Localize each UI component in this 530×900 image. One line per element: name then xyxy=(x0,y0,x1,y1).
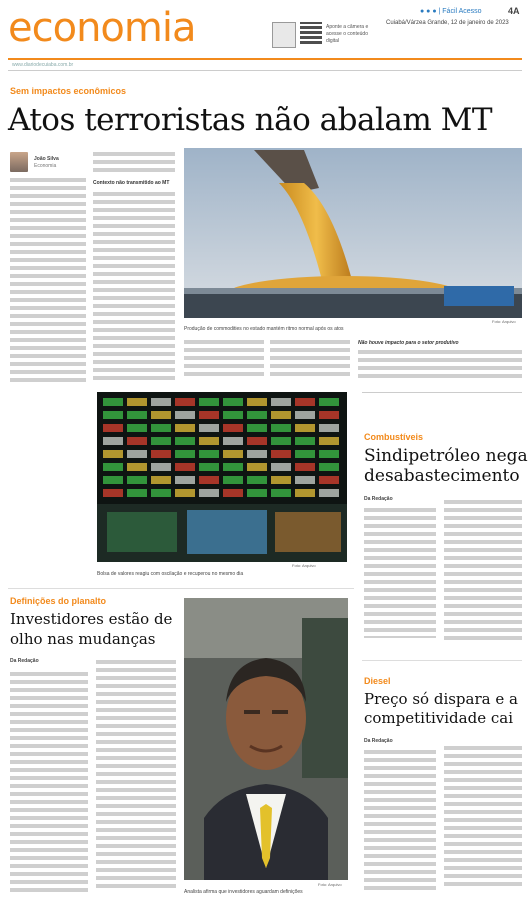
ticker-cell xyxy=(151,463,171,471)
ticker-cell xyxy=(223,398,243,406)
header-rule xyxy=(8,58,522,60)
stock-board-photo xyxy=(97,392,347,562)
stock-photo-caption: Bolsa de valores reagiu com oscilação e recuperou no mesmo dia xyxy=(97,571,244,577)
analyst-portrait-photo xyxy=(184,598,348,880)
ticker-cell xyxy=(151,489,171,497)
ticker-cell xyxy=(175,476,195,484)
lead-photo-credit: Foto: Arquivo xyxy=(492,319,516,324)
ticker-cell xyxy=(151,411,171,419)
investors-body-column-2 xyxy=(96,660,176,892)
fuel-headline-line1: Sindipetróleo nega xyxy=(364,446,528,466)
section-masthead: economia xyxy=(8,5,196,51)
ticker-cell xyxy=(103,424,123,432)
ticker-cell xyxy=(247,437,267,445)
fuel-body-column-1 xyxy=(364,508,436,638)
lead-headline: Atos terroristas não abalam MT xyxy=(8,102,493,138)
ticker-cell xyxy=(247,450,267,458)
ticker-cell xyxy=(319,398,339,406)
edition-date: Cuiabá/Várzea Grande, 12 de janeiro de 2023 xyxy=(386,20,509,26)
diesel-body-column-2 xyxy=(444,746,522,890)
ticker-cell xyxy=(199,489,219,497)
page-number: 4A xyxy=(508,6,520,16)
ticker-cell xyxy=(103,398,123,406)
author-role: Economia xyxy=(34,163,57,169)
investors-headline-line2: olho nas mudanças xyxy=(10,630,156,648)
diesel-body-column-1 xyxy=(364,750,436,890)
qr-code-text: Aponte a câmera e acesse o conteúdo digital xyxy=(326,24,369,44)
ticker-cell xyxy=(175,437,195,445)
diesel-headline-line1: Preço só dispara e a xyxy=(364,690,518,708)
ticker-cell xyxy=(223,424,243,432)
grain-harvest-photo xyxy=(184,148,522,318)
ticker-cell xyxy=(127,424,147,432)
ticker-cell xyxy=(271,463,291,471)
ticker-cell xyxy=(151,398,171,406)
ticker-cell xyxy=(175,411,195,419)
lead-body-column-4 xyxy=(270,340,350,380)
ticker-cell xyxy=(127,463,147,471)
ticker-cell xyxy=(319,489,339,497)
ticker-cell xyxy=(127,411,147,419)
ticker-cell xyxy=(295,424,315,432)
ticker-cell xyxy=(319,437,339,445)
divider-right xyxy=(362,392,522,412)
ticker-cell xyxy=(247,398,267,406)
ticker-cell xyxy=(151,437,171,445)
ticker-cell xyxy=(199,450,219,458)
ticker-cell xyxy=(271,424,291,432)
ticker-cell xyxy=(271,411,291,419)
lead-body-column-2b xyxy=(93,192,175,382)
ticker-cell xyxy=(127,437,147,445)
author-name: João Silva xyxy=(34,156,59,162)
fuel-kicker: Combustíveis xyxy=(364,432,424,442)
investors-headline-line1: Investidores estão de xyxy=(10,610,173,628)
fuel-headline-line2: desabastecimento xyxy=(364,466,520,486)
accessibility-indicator: ● ● ● | Fácil Acesso xyxy=(420,8,482,15)
qr-code-icon[interactable] xyxy=(300,22,322,44)
ticker-cell xyxy=(175,424,195,432)
ticker-cell xyxy=(319,450,339,458)
site-url[interactable]: www.diariodecuiaba.com.br xyxy=(12,62,74,68)
lead-subhead: Contexto não transmitido ao MT xyxy=(93,180,170,186)
fuel-body-column-2 xyxy=(444,500,522,640)
ticker-cell xyxy=(247,489,267,497)
ticker-cell xyxy=(151,424,171,432)
ticker-cell xyxy=(199,476,219,484)
ticker-cell xyxy=(223,463,243,471)
ticker-cell xyxy=(127,489,147,497)
investors-byline: Da Redação xyxy=(10,658,39,664)
ticker-cell xyxy=(223,437,243,445)
ticker-cell xyxy=(103,463,123,471)
fuel-byline: Da Redação xyxy=(364,496,393,502)
ticker-cell xyxy=(319,424,339,432)
ticker-cell xyxy=(271,476,291,484)
newspaper-logo-icon xyxy=(272,22,296,48)
author-avatar xyxy=(10,152,28,172)
ticker-cell xyxy=(247,463,267,471)
portrait-photo-credit: Foto: Arquivo xyxy=(318,882,342,887)
ticker-cell xyxy=(319,476,339,484)
ticker-cell xyxy=(319,411,339,419)
ticker-cell xyxy=(247,424,267,432)
ticker-cell xyxy=(151,476,171,484)
ticker-cell xyxy=(247,476,267,484)
investors-body-column-1 xyxy=(10,672,88,892)
ticker-cell xyxy=(199,398,219,406)
ticker-cell xyxy=(295,463,315,471)
ticker-cell xyxy=(175,489,195,497)
ticker-cell xyxy=(199,424,219,432)
ticker-cell xyxy=(199,437,219,445)
ticker-cell xyxy=(271,437,291,445)
ticker-cell xyxy=(103,476,123,484)
diesel-byline: Da Redação xyxy=(364,738,393,744)
lead-body-column-3 xyxy=(184,340,264,380)
ticker-cell xyxy=(127,398,147,406)
stock-photo-credit: Foto: Arquivo xyxy=(292,563,316,568)
ticker-cell xyxy=(199,411,219,419)
ticker-cell xyxy=(223,411,243,419)
ticker-cell xyxy=(295,411,315,419)
ticker-cell xyxy=(127,476,147,484)
ticker-cell xyxy=(271,489,291,497)
ticker-cell xyxy=(223,476,243,484)
ticker-cell xyxy=(271,398,291,406)
header-divider xyxy=(8,70,522,71)
lead-body-column-1 xyxy=(10,178,86,384)
divider-investors xyxy=(8,588,354,589)
ticker-cell xyxy=(175,463,195,471)
ticker-cell xyxy=(199,463,219,471)
ticker-cell xyxy=(247,411,267,419)
lead-body-column-5 xyxy=(358,350,522,382)
ticker-cell xyxy=(223,450,243,458)
ticker-cell xyxy=(151,450,171,458)
ticker-cell xyxy=(295,489,315,497)
ticker-cell xyxy=(319,463,339,471)
ticker-cell xyxy=(271,450,291,458)
ticker-cell xyxy=(175,450,195,458)
ticker-cell xyxy=(295,450,315,458)
diesel-kicker: Diesel xyxy=(364,676,391,686)
lead-body-column-2a xyxy=(93,152,175,174)
diesel-headline-line2: competitividade cai xyxy=(364,709,513,727)
ticker-cell xyxy=(103,450,123,458)
investors-kicker: Definições do planalto xyxy=(10,596,107,606)
lead-kicker: Sem impactos econômicos xyxy=(10,86,127,96)
ticker-cell xyxy=(127,450,147,458)
ticker-cell xyxy=(103,489,123,497)
lead-pull-quote: Não houve impacto para o setor produtivo xyxy=(358,340,459,346)
ticker-cell xyxy=(223,489,243,497)
ticker-cell xyxy=(295,437,315,445)
divider-fuel-diesel xyxy=(362,660,522,661)
ticker-cell xyxy=(175,398,195,406)
portrait-photo-caption: Analista afirma que investidores aguardam definições xyxy=(184,889,303,895)
ticker-cell xyxy=(103,411,123,419)
ticker-cell xyxy=(103,437,123,445)
ticker-cell xyxy=(295,476,315,484)
ticker-cell xyxy=(295,398,315,406)
lead-photo-caption: Produção de commodities no estado mantém ritmo normal após os atos xyxy=(184,326,344,332)
